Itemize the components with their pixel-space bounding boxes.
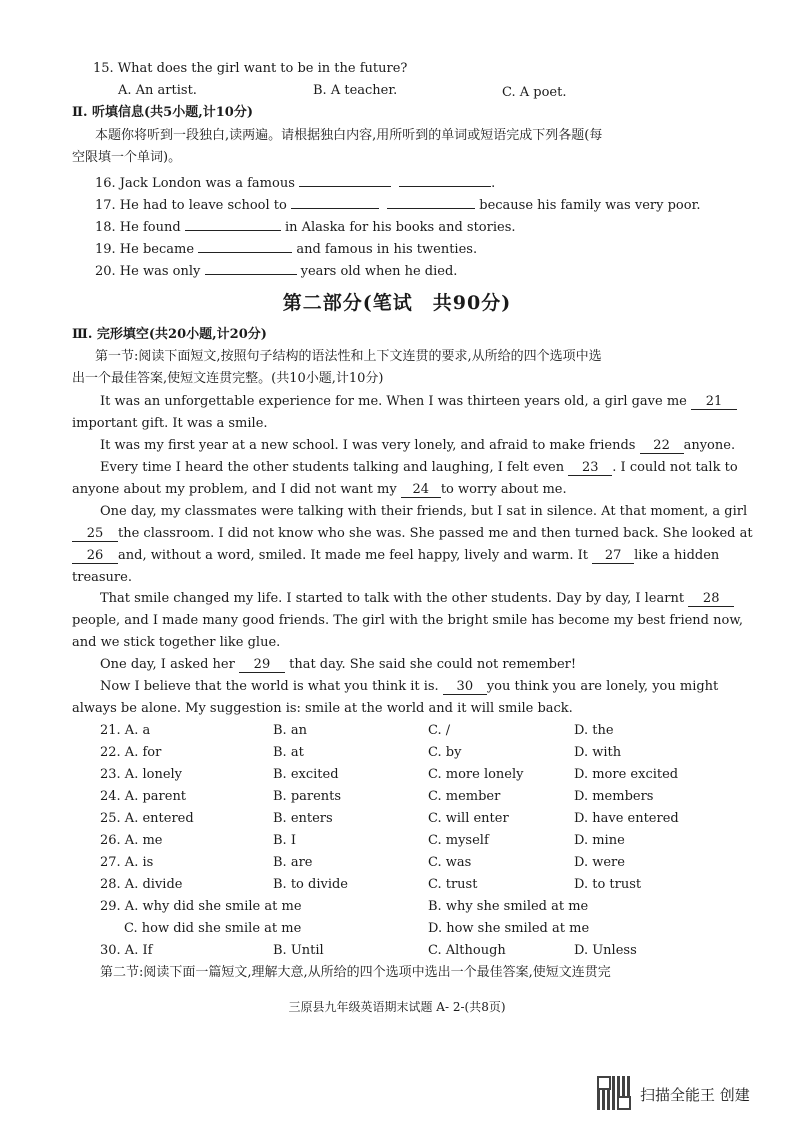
option-28-a[interactable]: 28. A. divide — [100, 877, 183, 892]
option-28-b[interactable]: B. to divide — [273, 877, 348, 892]
section-3-instruction-cont: 出一个最佳答案,使短文连贯完整。(共10小题,计10分) — [72, 371, 384, 386]
passage-text: It was an unforgettable experience for me. When I was thirteen years old, a girl gave me — [100, 394, 687, 409]
fill-18-text: 18. He found — [95, 220, 181, 235]
qr-code-icon — [597, 1076, 631, 1110]
passage-line-13 — [100, 656, 576, 674]
option-22-a[interactable]: 22. A. for — [100, 745, 162, 760]
option-21-d[interactable]: D. the — [574, 723, 614, 738]
option-26-b[interactable]: B. I — [273, 833, 296, 848]
fill-18-end: in Alaska for his books and stories. — [284, 220, 516, 235]
option-24-b[interactable]: B. parents — [273, 789, 342, 804]
blank-25[interactable]: 25 — [72, 526, 118, 542]
passage-line-3 — [100, 437, 735, 455]
fill-20-text: 20. He was only — [95, 264, 201, 279]
passage-line-8 — [72, 547, 719, 565]
section-3-instruction: 第一节:阅读下面短文,按照句子结构的语法性和上下文连贯的要求,从所给的四个选项中选 — [95, 349, 602, 364]
fill-16-blank-1[interactable] — [299, 172, 391, 187]
option-28-c[interactable]: C. trust — [428, 877, 478, 892]
scanner-watermark: 扫描全能王 创建 — [640, 1086, 750, 1104]
fill-16-text: 16. Jack London was a famous — [95, 176, 295, 191]
option-26-d[interactable]: D. mine — [574, 833, 625, 848]
fill-17-text: 17. He had to leave school to — [95, 198, 287, 213]
option-23-b[interactable]: B. excited — [273, 767, 339, 782]
fill-17-blank-1[interactable] — [291, 194, 379, 209]
passage-line-2: important gift. It was a smile. — [72, 416, 268, 431]
option-26-c[interactable]: C. myself — [428, 833, 489, 848]
option-21-c[interactable]: C. / — [428, 723, 451, 738]
blank-22[interactable]: 22 — [640, 438, 684, 454]
fill-20 — [95, 260, 457, 281]
passage-text: to worry about me. — [440, 482, 567, 497]
passage-line-10 — [100, 590, 734, 608]
option-25-d[interactable]: D. have entered — [574, 811, 679, 826]
fill-20-end: years old when he died. — [300, 264, 458, 279]
blank-27[interactable]: 27 — [592, 548, 634, 564]
passage-line-6: One day, my classmates were talking with their friends, but I sat in silence. At that moment, a girl — [100, 504, 748, 519]
blank-29[interactable]: 29 — [239, 657, 285, 673]
blank-24[interactable]: 24 — [401, 482, 441, 498]
page-footer: 三原县九年级英语期末试题 A- 2-(共8页) — [288, 1000, 506, 1014]
fill-20-blank[interactable] — [205, 260, 297, 275]
passage-text: that day. She said she could not remember! — [289, 657, 577, 672]
option-24-d[interactable]: D. members — [574, 789, 654, 804]
section-3b-instruction: 第二节:阅读下面一篇短文,理解大意,从所给的四个选项中选出一个最佳答案,使短文连贯完 — [100, 965, 611, 980]
option-29-c[interactable]: C. how did she smile at me — [124, 921, 302, 936]
option-21-b[interactable]: B. an — [273, 723, 307, 738]
passage-text: anyone about my problem, and I did not want my — [72, 482, 397, 497]
q15-option-b: B. A teacher. — [313, 83, 398, 98]
passage-text: like a hidden — [634, 548, 720, 563]
passage-text: Now I believe that the world is what you think it is. — [100, 679, 439, 694]
fill-19 — [95, 238, 477, 259]
section-3-heading: Ⅲ. 完形填空(共20小题,计20分) — [72, 327, 267, 342]
option-23-a[interactable]: 23. A. lonely — [100, 767, 183, 782]
fill-16-blank-2[interactable] — [399, 172, 491, 187]
passage-line-9: treasure. — [72, 570, 132, 585]
blank-28[interactable]: 28 — [688, 591, 734, 607]
passage-line-15: always be alone. My suggestion is: smile at the world and it will smile back. — [72, 701, 573, 716]
passage-text: Every time I heard the other students talking and laughing, I felt even — [100, 460, 565, 475]
fill-19-text: 19. He became — [95, 242, 195, 257]
q15-option-c: C. A poet. — [502, 85, 567, 100]
option-28-d[interactable]: D. to trust — [574, 877, 642, 892]
option-27-c[interactable]: C. was — [428, 855, 472, 870]
fill-19-blank[interactable] — [198, 238, 292, 253]
option-22-d[interactable]: D. with — [574, 745, 622, 760]
section-2-instruction-cont: 空限填一个单词)。 — [72, 150, 182, 165]
option-24-c[interactable]: C. member — [428, 789, 501, 804]
passage-line-4 — [100, 459, 738, 477]
blank-30[interactable]: 30 — [443, 679, 487, 695]
passage-line-11: people, and I made many good friends. The girl with the bright smile has become my best friend now, — [72, 613, 744, 628]
part-2-title: 第二部分(笔试 共90分) — [282, 292, 512, 314]
fill-17-end: because his family was very poor. — [479, 198, 701, 213]
option-25-b[interactable]: B. enters — [273, 811, 333, 826]
passage-text: and, without a word, smiled. It made me feel happy, lively and warm. It — [118, 548, 588, 563]
passage-text: . I could not talk to — [612, 460, 738, 475]
option-25-a[interactable]: 25. A. entered — [100, 811, 194, 826]
blank-21[interactable]: 21 — [691, 394, 737, 410]
option-30-b[interactable]: B. Until — [273, 943, 324, 958]
fill-18-blank[interactable] — [185, 216, 281, 231]
section-2-instruction: 本题你将听到一段独白,读两遍。请根据独白内容,用所听到的单词或短语完成下列各题(每 — [95, 128, 603, 143]
section-2-heading: Ⅱ. 听填信息(共5小题,计10分) — [72, 105, 253, 120]
fill-17 — [95, 194, 701, 215]
option-23-c[interactable]: C. more lonely — [428, 767, 524, 782]
fill-19-end: and famous in his twenties. — [296, 242, 478, 257]
passage-text: anyone. — [683, 438, 736, 453]
passage-line-14 — [100, 678, 718, 696]
option-22-c[interactable]: C. by — [428, 745, 462, 760]
option-27-a[interactable]: 27. A. is — [100, 855, 154, 870]
option-27-d[interactable]: D. were — [574, 855, 625, 870]
option-29-a[interactable]: 29. A. why did she smile at me — [100, 899, 302, 914]
passage-line-5 — [72, 481, 567, 499]
option-30-d[interactable]: D. Unless — [574, 943, 637, 958]
option-25-c[interactable]: C. will enter — [428, 811, 509, 826]
passage-text: the classroom. I did not know who she was. She passed me and then turned back. She looked at — [118, 526, 753, 541]
blank-23[interactable]: 23 — [568, 460, 612, 476]
option-24-a[interactable]: 24. A. parent — [100, 789, 187, 804]
option-22-b[interactable]: B. at — [273, 745, 304, 760]
fill-16-end: . — [491, 176, 496, 191]
passage-line-12: and we stick together like glue. — [72, 635, 281, 650]
passage-text: you think you are lonely, you might — [486, 679, 719, 694]
fill-16 — [95, 172, 495, 193]
option-29-d[interactable]: D. how she smiled at me — [428, 921, 590, 936]
passage-line-7 — [72, 525, 753, 543]
option-27-b[interactable]: B. are — [273, 855, 313, 870]
blank-26[interactable]: 26 — [72, 548, 118, 564]
option-23-d[interactable]: D. more excited — [574, 767, 679, 782]
passage-text: That smile changed my life. I started to talk with the other students. Day by day, I learnt — [100, 591, 685, 606]
fill-18 — [95, 216, 516, 237]
q15-option-a: A. An artist. — [118, 83, 197, 98]
passage-text: One day, I asked her — [100, 657, 235, 672]
option-21-a[interactable]: 21. A. a — [100, 723, 151, 738]
option-26-a[interactable]: 26. A. me — [100, 833, 163, 848]
option-30-c[interactable]: C. Although — [428, 943, 506, 958]
passage-text: It was my first year at a new school. I was very lonely, and afraid to make friends — [100, 438, 636, 453]
option-29-b[interactable]: B. why she smiled at me — [428, 899, 589, 914]
passage-line-1 — [100, 393, 737, 411]
option-30-a[interactable]: 30. A. If — [100, 943, 153, 958]
q15-text: 15. What does the girl want to be in the future? — [93, 61, 408, 76]
fill-17-blank-2[interactable] — [387, 194, 475, 209]
